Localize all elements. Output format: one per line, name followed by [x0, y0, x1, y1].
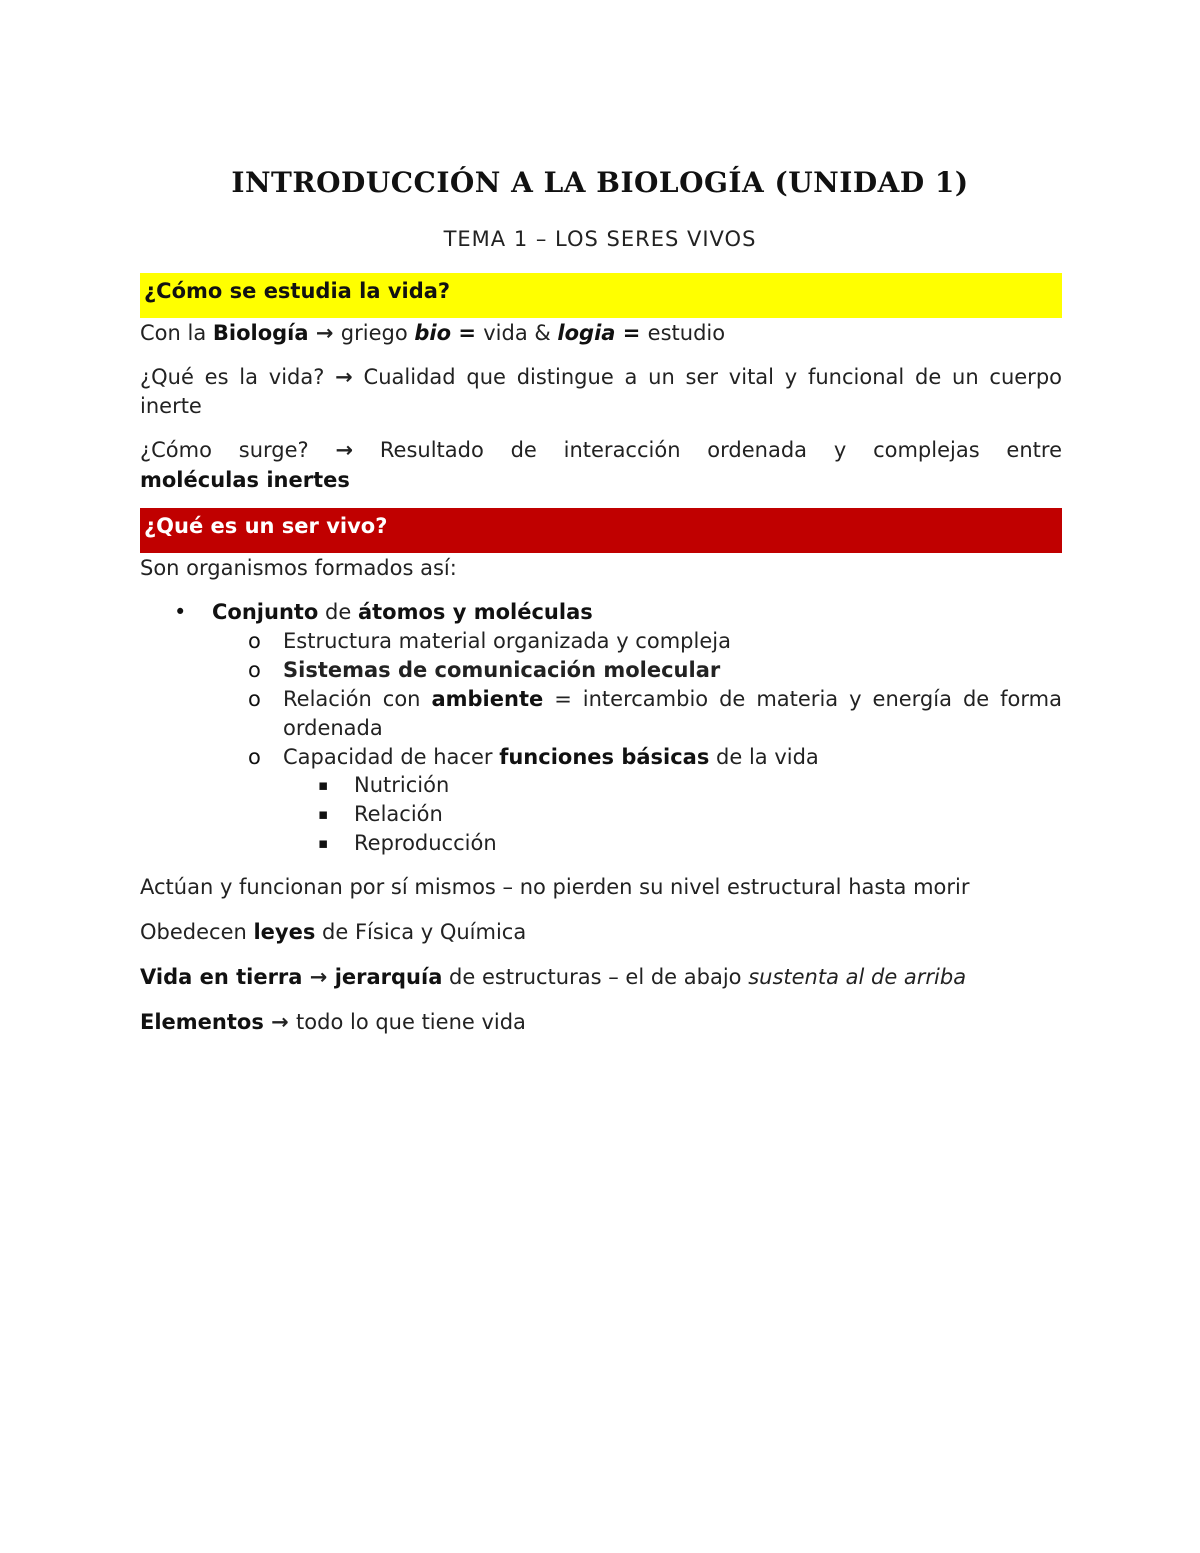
how-life-arises-continued: moléculas inertes	[140, 468, 350, 492]
what-is-life-paragraph: ¿Qué es la vida? → Cualidad que distingue a un ser vital y funcional de un cuerpo inerte	[140, 365, 1062, 418]
section-heading-what-is-living-being: ¿Qué es un ser vivo?	[140, 508, 1062, 553]
elements-line: Elementos → todo lo que tiene vida	[140, 1010, 526, 1034]
act-and-function-line: Actúan y funcionan por sí mismos – no pierden su nivel estructural hasta morir	[140, 875, 970, 899]
how-life-arises-paragraph: ¿Cómo surge? → Resultado de interacción ordenada y complejas entre	[140, 438, 1062, 462]
function-relation: Relación	[354, 802, 443, 826]
sublist-item-environment: Relación con ambiente = intercambio de materia y energía de forma ordenada	[283, 687, 1062, 740]
laws-line: Obedecen leyes de Física y Química	[140, 920, 527, 944]
sublist-item-structure: Estructura material organizada y compleja	[283, 629, 731, 653]
circle-bullet-icon: o	[248, 687, 261, 711]
function-reproduction: Reproducción	[354, 831, 497, 855]
biology-definition-line: Con la Biología → griego bio = vida & logia = estudio	[140, 321, 726, 345]
arrow-icon: →	[335, 365, 353, 389]
document-title: INTRODUCCIÓN A LA BIOLOGÍA (UNIDAD 1)	[231, 166, 969, 199]
living-being-intro: Son organismos formados así:	[140, 556, 457, 580]
circle-bullet-icon: o	[248, 658, 261, 682]
square-bullet-icon: ▪	[318, 805, 329, 823]
arrow-icon: →	[263, 1010, 297, 1034]
arrow-icon: →	[335, 438, 354, 462]
square-bullet-icon: ▪	[318, 834, 329, 852]
circle-bullet-icon: o	[248, 745, 261, 769]
arrow-icon: →	[302, 965, 335, 989]
sublist-item-basic-functions: Capacidad de hacer funciones básicas de la vida	[283, 745, 819, 769]
circle-bullet-icon: o	[248, 629, 261, 653]
function-nutrition: Nutrición	[354, 773, 450, 797]
list-item-atoms-molecules: Conjunto de átomos y moléculas	[212, 600, 593, 624]
hierarchy-line: Vida en tierra → jerarquía de estructuras – el de abajo sustenta al de arriba	[140, 965, 967, 989]
document-subtitle: TEMA 1 – LOS SERES VIVOS	[443, 227, 757, 251]
bullet-icon: •	[174, 600, 187, 624]
sublist-item-communication: Sistemas de comunicación molecular	[283, 658, 721, 682]
arrow-icon: →	[308, 321, 341, 345]
section-heading-how-life-is-studied: ¿Cómo se estudia la vida?	[140, 273, 1062, 318]
square-bullet-icon: ▪	[318, 776, 329, 794]
